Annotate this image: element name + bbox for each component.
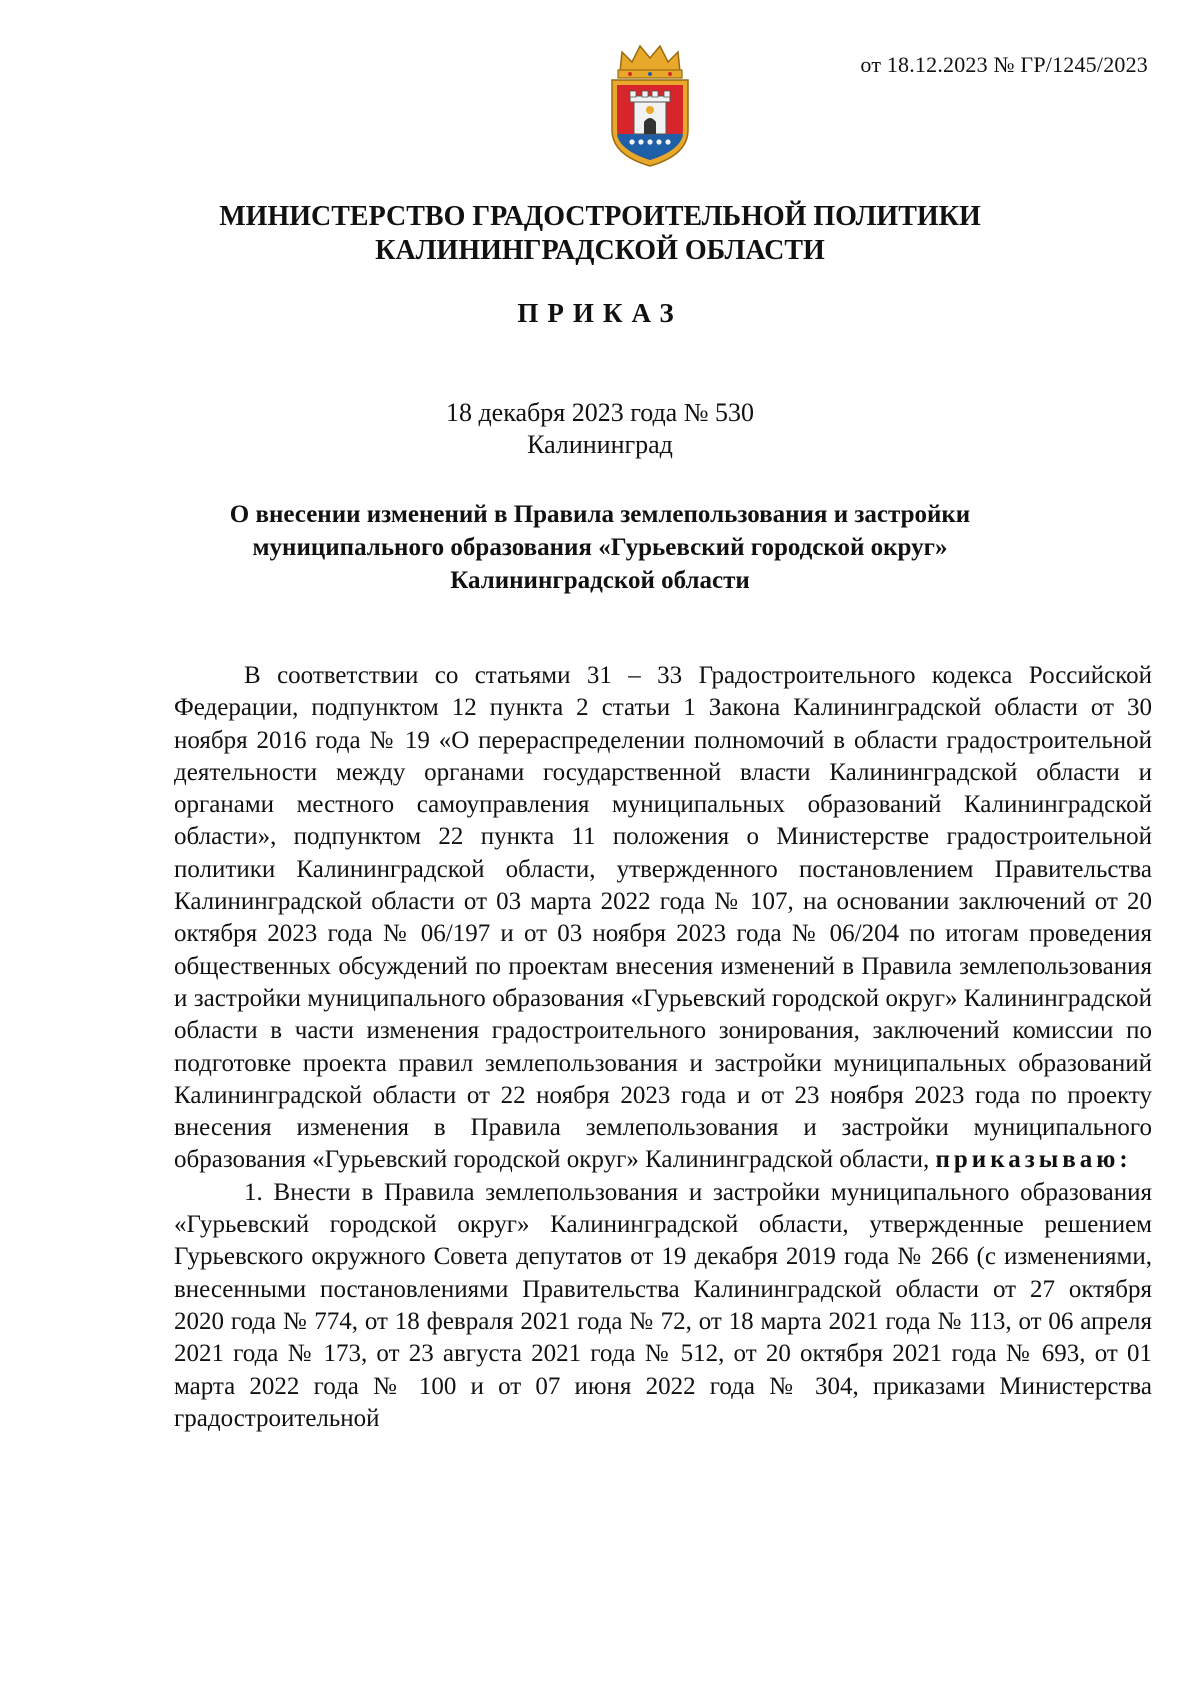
subject-line-2: муниципального образования «Гурьевский городской округ» xyxy=(252,534,948,561)
document-type: ПРИКАЗ xyxy=(517,298,683,328)
order-date-number: 18 декабря 2023 года № 530 xyxy=(445,398,755,427)
ministry-name xyxy=(150,200,1050,268)
tower-icon xyxy=(630,91,670,134)
subject-line-3: Калининградской области xyxy=(450,567,750,594)
registration-number: от 18.12.2023 № ГР/1245/2023 xyxy=(860,52,1148,77)
ministry-line-1: МИНИСТЕРСТВО ГРАДОСТРОИТЕЛЬНОЙ ПОЛИТИКИ xyxy=(219,201,981,232)
coat-of-arms-icon xyxy=(600,40,700,170)
subject-line-1: О внесении изменений в Правила землепользования и застройки xyxy=(229,501,971,528)
item-1-paragraph: 1. Внести в Правила землепользования и застройки муниципального образования «Гурьевский городской округ» Калининградской области, утвержденные решением Гурьевского окружного Совета депутатов от 19 декабря 2019 года № 266 (с изменениями, внесенными постановлениями Правительства Калининградской области от 27 октября 2020 года № 774, от 18 февраля 2021 года № 72, от 18 марта 2021 года № 113, от 06 апреля 2021 года № 173, от 23 августа 2021 года № 512, от 20 октября 2021 года № 693, от 01 марта 2022 года № 100 и от 07 июня 2022 года № 304, приказами Министерства градостроительной xyxy=(174,1178,1152,1432)
order-subject xyxy=(150,498,1050,597)
ministry-line-2: КАЛИНИНГРАДСКОЙ ОБЛАСТИ xyxy=(375,235,825,266)
city: Калининград xyxy=(527,430,673,459)
order-body xyxy=(174,660,1152,1435)
preamble-text: В соответствии со статьями 31 – 33 Градостроительного кодекса Российской Федерации, подпунктом 12 пункта 2 статьи 1 Закона Калининградской области от 30 ноября 2016 года № 19 «О перераспределении полномочий в области градостроительной деятельности между органами государственной власти Калининградской области и органами местного самоуправления муниципальных образований Калининградской области», подпунктом 22 пункта 11 положения о Министерстве градостроительной политики Калининградской области, утвержденного постановлением Правительства Калининградской области от 03 марта 2022 года № 107, на основании заключений от 20 октября 2023 года № 06/197 и от 03 ноября 2023 года № 06/204 по итогам проведения общественных обсуждений по проектам внесения изменений в Правила землепользования и застройки муниципального образования «Гурьевский городской округ» Калининградской области в части изменения градостроительного зонирования, заключений комиссии по подготовке проекта правил землепользования и застройки муниципальных образований Калининградской области от 22 ноября 2023 года и от 23 ноября 2023 года по проекту внесения изменения в Правила землепользования и застройки муниципального образования «Гурьевский городской округ» Калининградской области, xyxy=(174,662,1152,1174)
order-verb: приказываю: xyxy=(935,1146,1132,1174)
preamble-paragraph xyxy=(174,660,1152,1177)
crown-icon xyxy=(618,46,682,78)
